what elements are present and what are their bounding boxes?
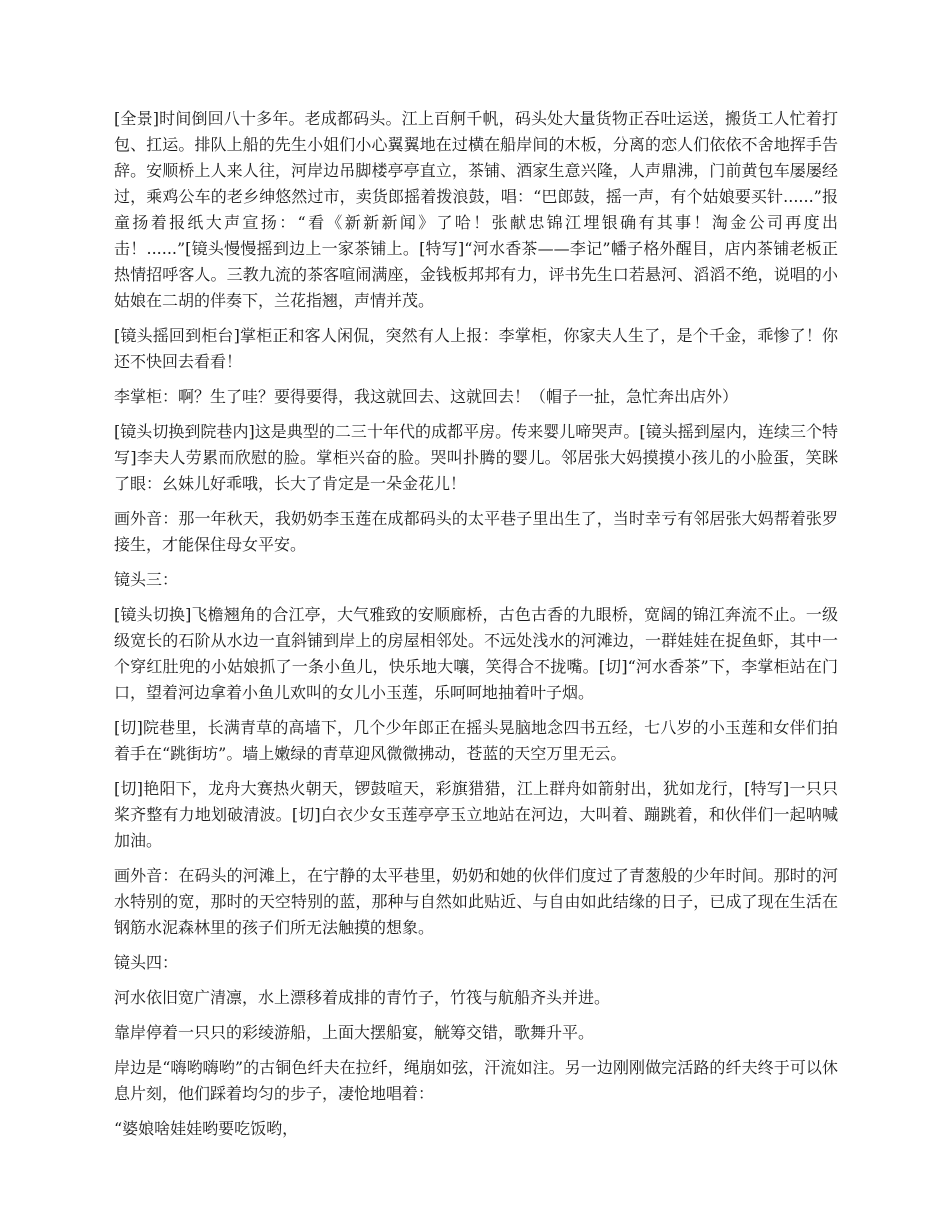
paragraph-lane-scene: [切]院巷里，长满青草的高墙下，几个少年郎正在摇头晃脑地念四书五经，七八岁的小玉莲和女伴们拍着手在“跳街坊”。墙上嫩绿的青草迎风微微拂动，苍蓝的天空万里无云。 (114, 718, 838, 763)
paragraph-counter-scene: [镜头摇回到柜台]掌柜正和客人闲侃，突然有人上报：李掌柜，你家夫人生了，是个千金，乖惨了！你还不快回去看看！ (114, 326, 838, 371)
paragraph-courtyard-scene: [镜头切换到院巷内]这是典型的二三十年代的成都平房。传来婴儿啼哭声。[镜头摇到屋内，连续三个特写]李夫人劳累而欣慰的脸。掌柜兴奋的脸。哭叫扑腾的婴儿。邻居张大妈摸摸小孩儿的小脸蛋，笑眯了眼：幺妹儿好乖哦，长大了肯定是一朵金花儿！ (114, 422, 838, 493)
paragraph-li-response: 李掌柜：啊？生了哇？要得要得，我这就回去、这就回去！（帽子一扯，急忙奔出店外） (114, 387, 739, 406)
paragraph-trackers: 岸边是“嗨哟嗨哟”的古铜色纤夫在拉纤，绳崩如弦，汗流如注。另一边刚刚做完活路的纤夫终于可以休息片刻，他们踩着均匀的步子，凄怆地唱着： (114, 1058, 838, 1103)
paragraph-pleasure-boats: 靠岸停着一只只的彩绫游船，上面大摆船宴，觥筹交错，歌舞升平。 (114, 1023, 595, 1042)
paragraph-dragon-boat-scene: [切]艳阳下，龙舟大赛热火朝天，锣鼓喧天，彩旗猎猎，江上群舟如箭射出，犹如龙行，[特写]一只只桨齐整有力地划破清波。[切]白衣少女玉莲亭亭玉立地站在河边，大叫着、蹦跳着，和伙伴们一起呐喊加油。 (114, 779, 838, 850)
heading-shot-three: 镜头三： (114, 570, 179, 589)
paragraph-voiceover-birth: 画外音：那一年秋天，我奶奶李玉莲在成都码头的太平巷子里出生了，当时幸亏有邻居张大妈帮着张罗接生，才能保住母女平安。 (114, 509, 838, 554)
paragraph-river-scene: [镜头切换]飞檐翘角的合江亭，大气雅致的安顺廊桥，古色古香的九眼桥，宽阔的锦江奔流不止。一级级宽长的石阶从水边一直斜铺到岸上的房屋相邻处。不远处浅水的河滩边，一群娃娃在捉鱼虾，其中一个穿红肚兜的小姑娘抓了一条小鱼儿，快乐地大嚷，笑得合不拢嘴。[切]“河水香茶”下，李掌柜站在门口，望着河边拿着小鱼儿欢叫的女儿小玉莲，乐呵呵地抽着叶子烟。 (114, 605, 838, 702)
document-body (114, 106, 838, 1151)
paragraph-voiceover-youth: 画外音：在码头的河滩上，在宁静的太平巷里，奶奶和她的伙伴们度过了青葱般的少年时间。那时的河水特别的宽，那时的天空特别的蓝，那种与自然如此贴近、与自由如此结缘的日子，已成了现在生活在钢筋水泥森林里的孩子们所无法触摸的想象。 (114, 866, 838, 937)
paragraph-bamboo-rafts: 河水依旧宽广清凛，水上漂移着成排的青竹子，竹筏与航船齐头并进。 (114, 988, 611, 1007)
paragraph-song-line: “婆娘啥娃娃哟要吃饭哟， (114, 1119, 299, 1138)
heading-shot-four: 镜头四： (114, 953, 179, 972)
paragraph-opening-scene: [全景]时间倒回八十多年。老成都码头。江上百舸千帆，码头处大量货物正吞吐运送，搬货工人忙着打包、扛运。排队上船的先生小姐们小心翼翼地在过横在船岸间的木板，分离的恋人们依依不舍地挥手告辞。安顺桥上人来人往，河岸边吊脚楼亭亭直立，茶铺、酒家生意兴隆，人声鼎沸，门前黄包车屡屡经过，乘鸡公车的老乡绅悠然过市，卖货郎摇着拨浪鼓，唱：“巴郎鼓，摇一声，有个姑娘要买针......”报童扬着报纸大声宣扬：“看《新新新闻》了哈！张献忠锦江埋银确有其事！淘金公司再度出击！......”[镜头慢慢摇到边上一家茶铺上。[特写]“河水香茶——李记”幡子格外醒目，店内茶铺老板正热情招呼客人。三教九流的茶客喧闹满座，金钱板邦邦有力，评书先生口若悬河、滔滔不绝，说唱的小姑娘在二胡的伴奏下，兰花指翘，声情并茂。 (114, 109, 838, 310)
